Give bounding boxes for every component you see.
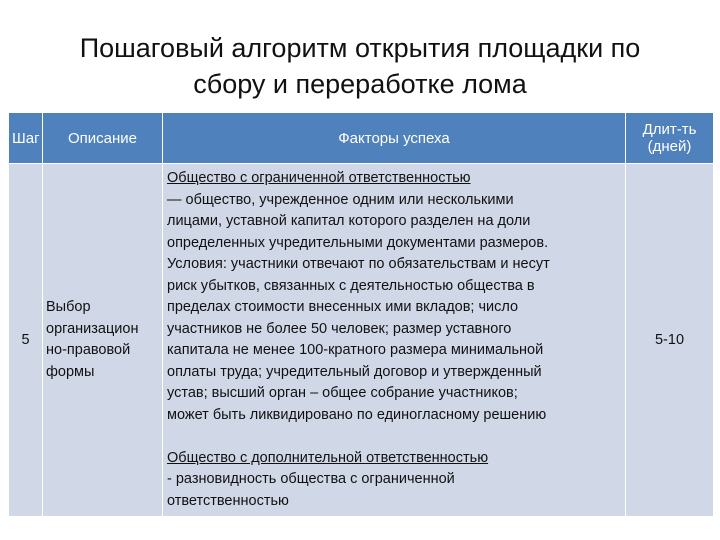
- llc-line: устав; высший орган – общее собрание участников;: [167, 385, 518, 401]
- llc-line: определенных учредительными документами размеров.: [167, 234, 549, 251]
- step-cell: 5: [9, 164, 43, 517]
- llc-line: пределах стоимости внесенных ими вкладов; число: [167, 299, 519, 315]
- alc-line: - разновидность общества с ограниченной: [167, 471, 455, 487]
- title-line-2: сбору и переработке лома: [193, 69, 527, 99]
- llc-line: оплаты труда; учредительный договор и утвержденный: [167, 363, 542, 380]
- table-row: [9, 164, 714, 517]
- header-factors: Факторы успеха: [163, 113, 626, 164]
- llc-title: Общество с ограниченной ответственностью: [167, 170, 471, 186]
- duration-cell: 5-10: [626, 164, 714, 517]
- header-duration-line-2: (дней): [647, 138, 692, 155]
- llc-line: риск убытков, связанных с деятельностью общества в: [167, 277, 535, 294]
- table-header-row: [9, 113, 714, 164]
- llc-line: лицами, уставной капитал которого разделен на доли: [167, 213, 531, 229]
- llc-line: Условия: участники отвечают по обязательствам и несут: [167, 256, 550, 272]
- algorithm-table: [8, 112, 714, 517]
- spacer: [167, 426, 621, 448]
- llc-line: — общество, учрежденное одним или несколькими: [167, 191, 514, 208]
- alc-title: Общество с дополнительной ответственностью: [167, 449, 489, 466]
- llc-line: капитала не менее 100-кратного размера минимальной: [167, 342, 544, 358]
- description-line: организацион: [46, 320, 139, 337]
- slide-title: [0, 30, 720, 102]
- header-step: Шаг: [9, 113, 43, 164]
- header-duration: [626, 113, 714, 164]
- alc-line: ответственностью: [167, 492, 289, 509]
- header-description: Описание: [43, 113, 163, 164]
- description-line: но-правовой: [46, 342, 131, 358]
- llc-line: участников не более 50 человек; размер уставного: [167, 320, 512, 337]
- header-duration-line-1: Длит-ть: [642, 121, 697, 138]
- factors-cell: [163, 164, 626, 517]
- description-cell: [43, 164, 163, 517]
- description-line: формы: [46, 363, 95, 380]
- description-line: Выбор: [46, 299, 91, 315]
- title-line-1: Пошаговый алгоритм открытия площадки по: [79, 33, 641, 63]
- llc-line: может быть ликвидировано по единогласному решению: [167, 406, 547, 423]
